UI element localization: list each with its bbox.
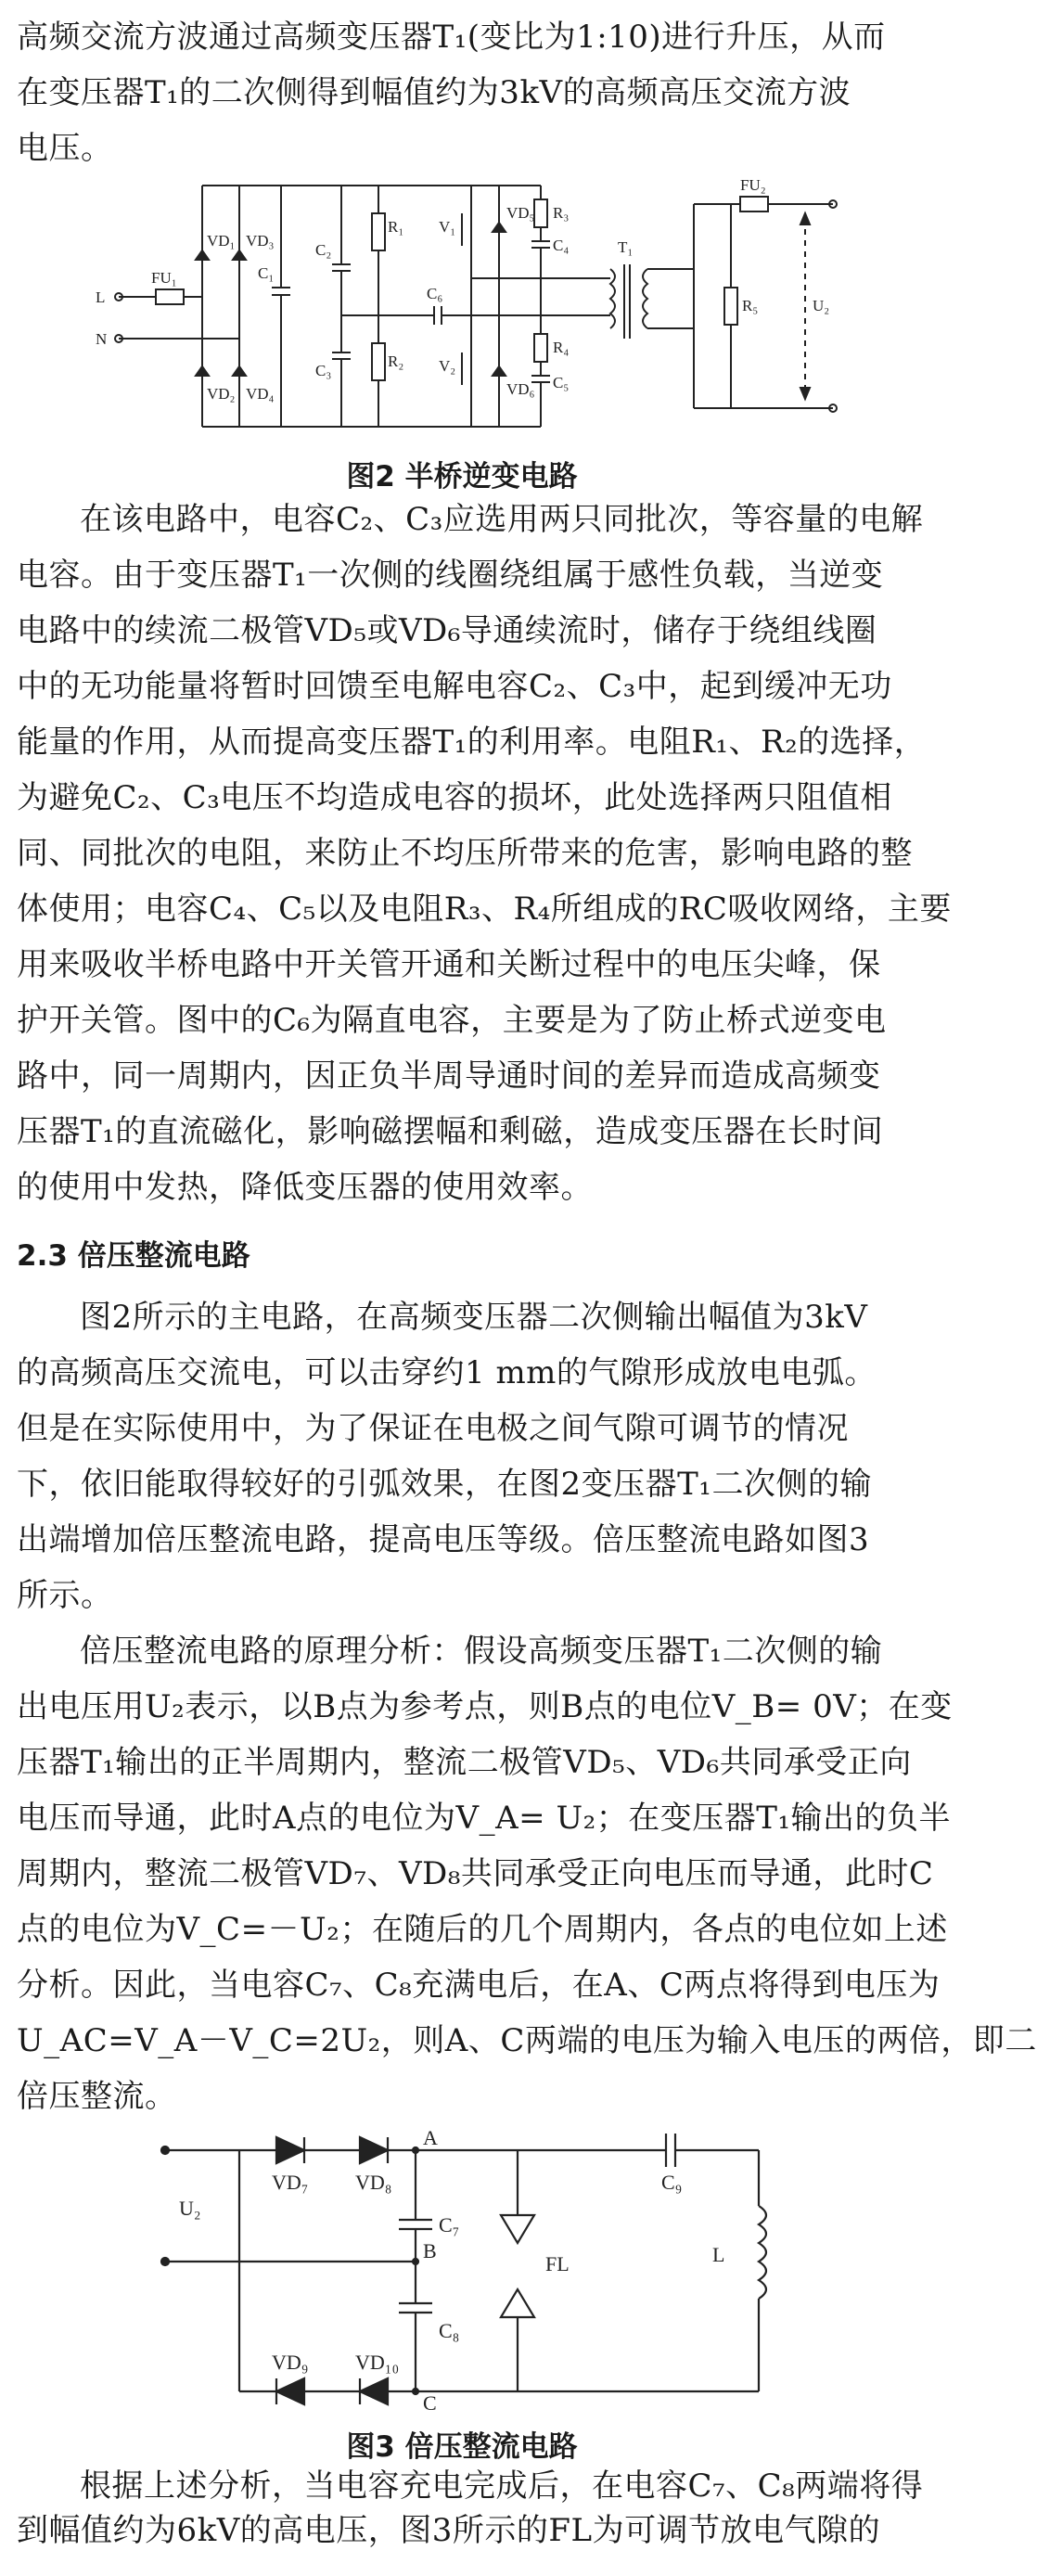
text-line: 中的无功能量将暂时回馈至电解电容C₂、C₃中，起到缓冲无功: [17, 668, 892, 705]
label-c6: C₆: [427, 285, 443, 302]
diode-vd3: [233, 250, 246, 260]
label-v2: V₂: [439, 357, 456, 375]
text-line: 图2所示的主电路，在高频变压器二次侧输出幅值为3kV: [80, 1299, 868, 1336]
text-line: 的高频高压交流电，可以击穿约1 mm的气隙形成放电电弧。: [17, 1354, 877, 1391]
label-vd4: VD₄: [246, 385, 275, 403]
label-vd8: VD₈: [355, 2171, 392, 2194]
label-l: L: [712, 2243, 725, 2266]
label-c7: C₇: [439, 2213, 460, 2236]
text-line: U_AC=V_A－V_C=2U₂，则A、C两端的电压为输入电压的两倍，即二: [17, 2022, 1037, 2059]
text-line: 倍压整流。: [17, 2078, 177, 2115]
transformer-primary: [610, 269, 615, 328]
fuse-fu2: [740, 197, 768, 211]
text-line: 出端增加倍压整流电路，提高电压等级。倍压整流电路如图3: [17, 1521, 870, 1558]
label-vd5: VD₅: [506, 204, 535, 222]
text-line: 护开关管。图中的C₆为隔直电容，主要是为了防止桥式逆变电: [17, 1002, 887, 1039]
label-u2: U₂: [813, 297, 830, 314]
label-vd6: VD₆: [506, 380, 535, 398]
text-line: 压器T₁的直流磁化，影响磁摆幅和剩磁，造成变压器在长时间: [17, 1113, 884, 1150]
label-vd10: VD₁₀: [355, 2351, 400, 2374]
label-fu1: FU₁: [151, 269, 177, 287]
text-line: 周期内，整流二极管VD₇、VD₈共同承受正向电压而导通，此时C: [17, 1855, 934, 1892]
text-line: 倍压整流电路的原理分析：假设高频变压器T₁二次侧的输: [80, 1633, 883, 1670]
diode-vd1: [196, 250, 209, 260]
transformer-secondary: [643, 269, 647, 328]
label-c8: C₈: [439, 2319, 460, 2342]
figure-3-voltage-doubler-circuit: [147, 2126, 814, 2415]
text-line: 电压。: [17, 130, 113, 167]
label-vd9: VD₉: [272, 2351, 309, 2374]
text-line: 下，依旧能取得较好的引弧效果，在图2变压器T₁二次侧的输: [17, 1466, 872, 1503]
label-node-b: B: [423, 2239, 437, 2262]
fuse-fu1: [156, 289, 184, 304]
label-t1: T₁: [618, 238, 634, 256]
figure-3-caption: 图3 倍压整流电路: [346, 2430, 578, 2464]
label-u2: U₂: [179, 2197, 201, 2220]
inductor-l: [759, 2206, 766, 2299]
diode-vd8: [360, 2137, 388, 2163]
text-line: 出电压用U₂表示，以B点为参考点，则B点的电位V_B= 0V；在变: [17, 1688, 953, 1725]
text-line: 在变压器T₁的二次侧得到幅值约为3kV的高频高压交流方波: [17, 74, 851, 111]
label-fu2: FU₂: [740, 176, 766, 194]
text-line: 能量的作用，从而提高变压器T₁的利用率。电阻R₁、R₂的选择，: [17, 724, 927, 761]
label-node-c: C: [423, 2391, 437, 2415]
text-line: 根据上述分析，当电容充电完成后，在电容C₇、C₈两端将得: [80, 2467, 924, 2505]
label-v1: V₁: [439, 218, 456, 236]
diode-vd4: [233, 366, 246, 376]
text-line: 的使用中发热，降低变压器的使用效率。: [17, 1169, 593, 1206]
label-vd7: VD₇: [272, 2171, 309, 2194]
label-c3: C₃: [315, 362, 332, 379]
text-line: 用来吸收半桥电路中开关管开通和关断过程中的电压尖峰，保: [17, 946, 881, 983]
label-c1: C₁: [258, 264, 275, 282]
label-c4: C₄: [553, 237, 570, 254]
text-line: 所示。: [17, 1577, 113, 1614]
text-line: 点的电位为V_C=－U₂；在随后的几个周期内，各点的电位如上述: [17, 1911, 948, 1948]
text-line: 路中，同一周期内，因正负半周导通时间的差异而造成高频变: [17, 1057, 881, 1095]
label-vd2: VD₂: [207, 385, 236, 403]
diode-vd9: [276, 2378, 304, 2404]
diode-vd7: [276, 2137, 304, 2163]
text-line: 在该电路中，电容C₂、C₃应选用两只同批次，等容量的电解: [80, 501, 924, 538]
label-vd1: VD₁: [207, 232, 236, 250]
text-line: 同、同批次的电阻，来防止不均压所带来的危害，影响电路的整: [17, 835, 913, 872]
diode-vd10: [360, 2378, 388, 2404]
label-r1: R₁: [388, 218, 404, 236]
label-vd3: VD₃: [246, 232, 275, 250]
figure-2-caption: 图2 半桥逆变电路: [346, 460, 578, 493]
text-line: 体使用；电容C₄、C₅以及电阻R₃、R₄所组成的RC吸收网络，主要: [17, 891, 952, 928]
text-line: 分析。因此，当电容C₇、C₈充满电后，在A、C两点将得到电压为: [17, 1967, 941, 2004]
text-line: 压器T₁输出的正半周期内，整流二极管VD₅、VD₆共同承受正向: [17, 1744, 912, 1781]
text-line: 到幅值约为6kV的高电压，图3所示的FL为可调节放电气隙的: [17, 2512, 881, 2549]
label-fl: FL: [545, 2252, 570, 2275]
label-c5: C₅: [553, 374, 570, 391]
label-r3: R₃: [553, 204, 570, 222]
text-line: 电路中的续流二极管VD₅或VD₆导通续流时，储存于绕组线圈: [17, 612, 877, 649]
text-line: 电容。由于变压器T₁一次侧的线圈绕组属于感性负载，当逆变: [17, 557, 884, 594]
label-r2: R₂: [388, 352, 404, 370]
text-line: 电压而导通，此时A点的电位为V_A= U₂；在变压器T₁输出的负半: [17, 1800, 952, 1837]
label-n: N: [96, 330, 108, 348]
spark-gap-lower: [501, 2289, 534, 2317]
label-c9: C₉: [661, 2171, 683, 2194]
spark-gap-upper: [501, 2215, 534, 2243]
figure-2-half-bridge-circuit: [63, 176, 861, 445]
label-node-a: A: [423, 2126, 438, 2149]
label-r5: R₅: [742, 297, 759, 314]
text-line: 高频交流方波通过高频变压器T₁(变比为1:10)进行升压，从而: [17, 19, 886, 56]
label-c2: C₂: [315, 241, 332, 259]
label-r4: R₄: [553, 339, 570, 356]
text-line: 但是在实际使用中，为了保证在电极之间气隙可调节的情况: [17, 1410, 849, 1447]
section-heading: 2.3 倍压整流电路: [17, 1239, 250, 1273]
text-line: 为避免C₂、C₃电压不均造成电容的损坏，此处选择两只阻值相: [17, 779, 892, 816]
diode-vd2: [196, 366, 209, 376]
label-l: L: [96, 288, 106, 306]
